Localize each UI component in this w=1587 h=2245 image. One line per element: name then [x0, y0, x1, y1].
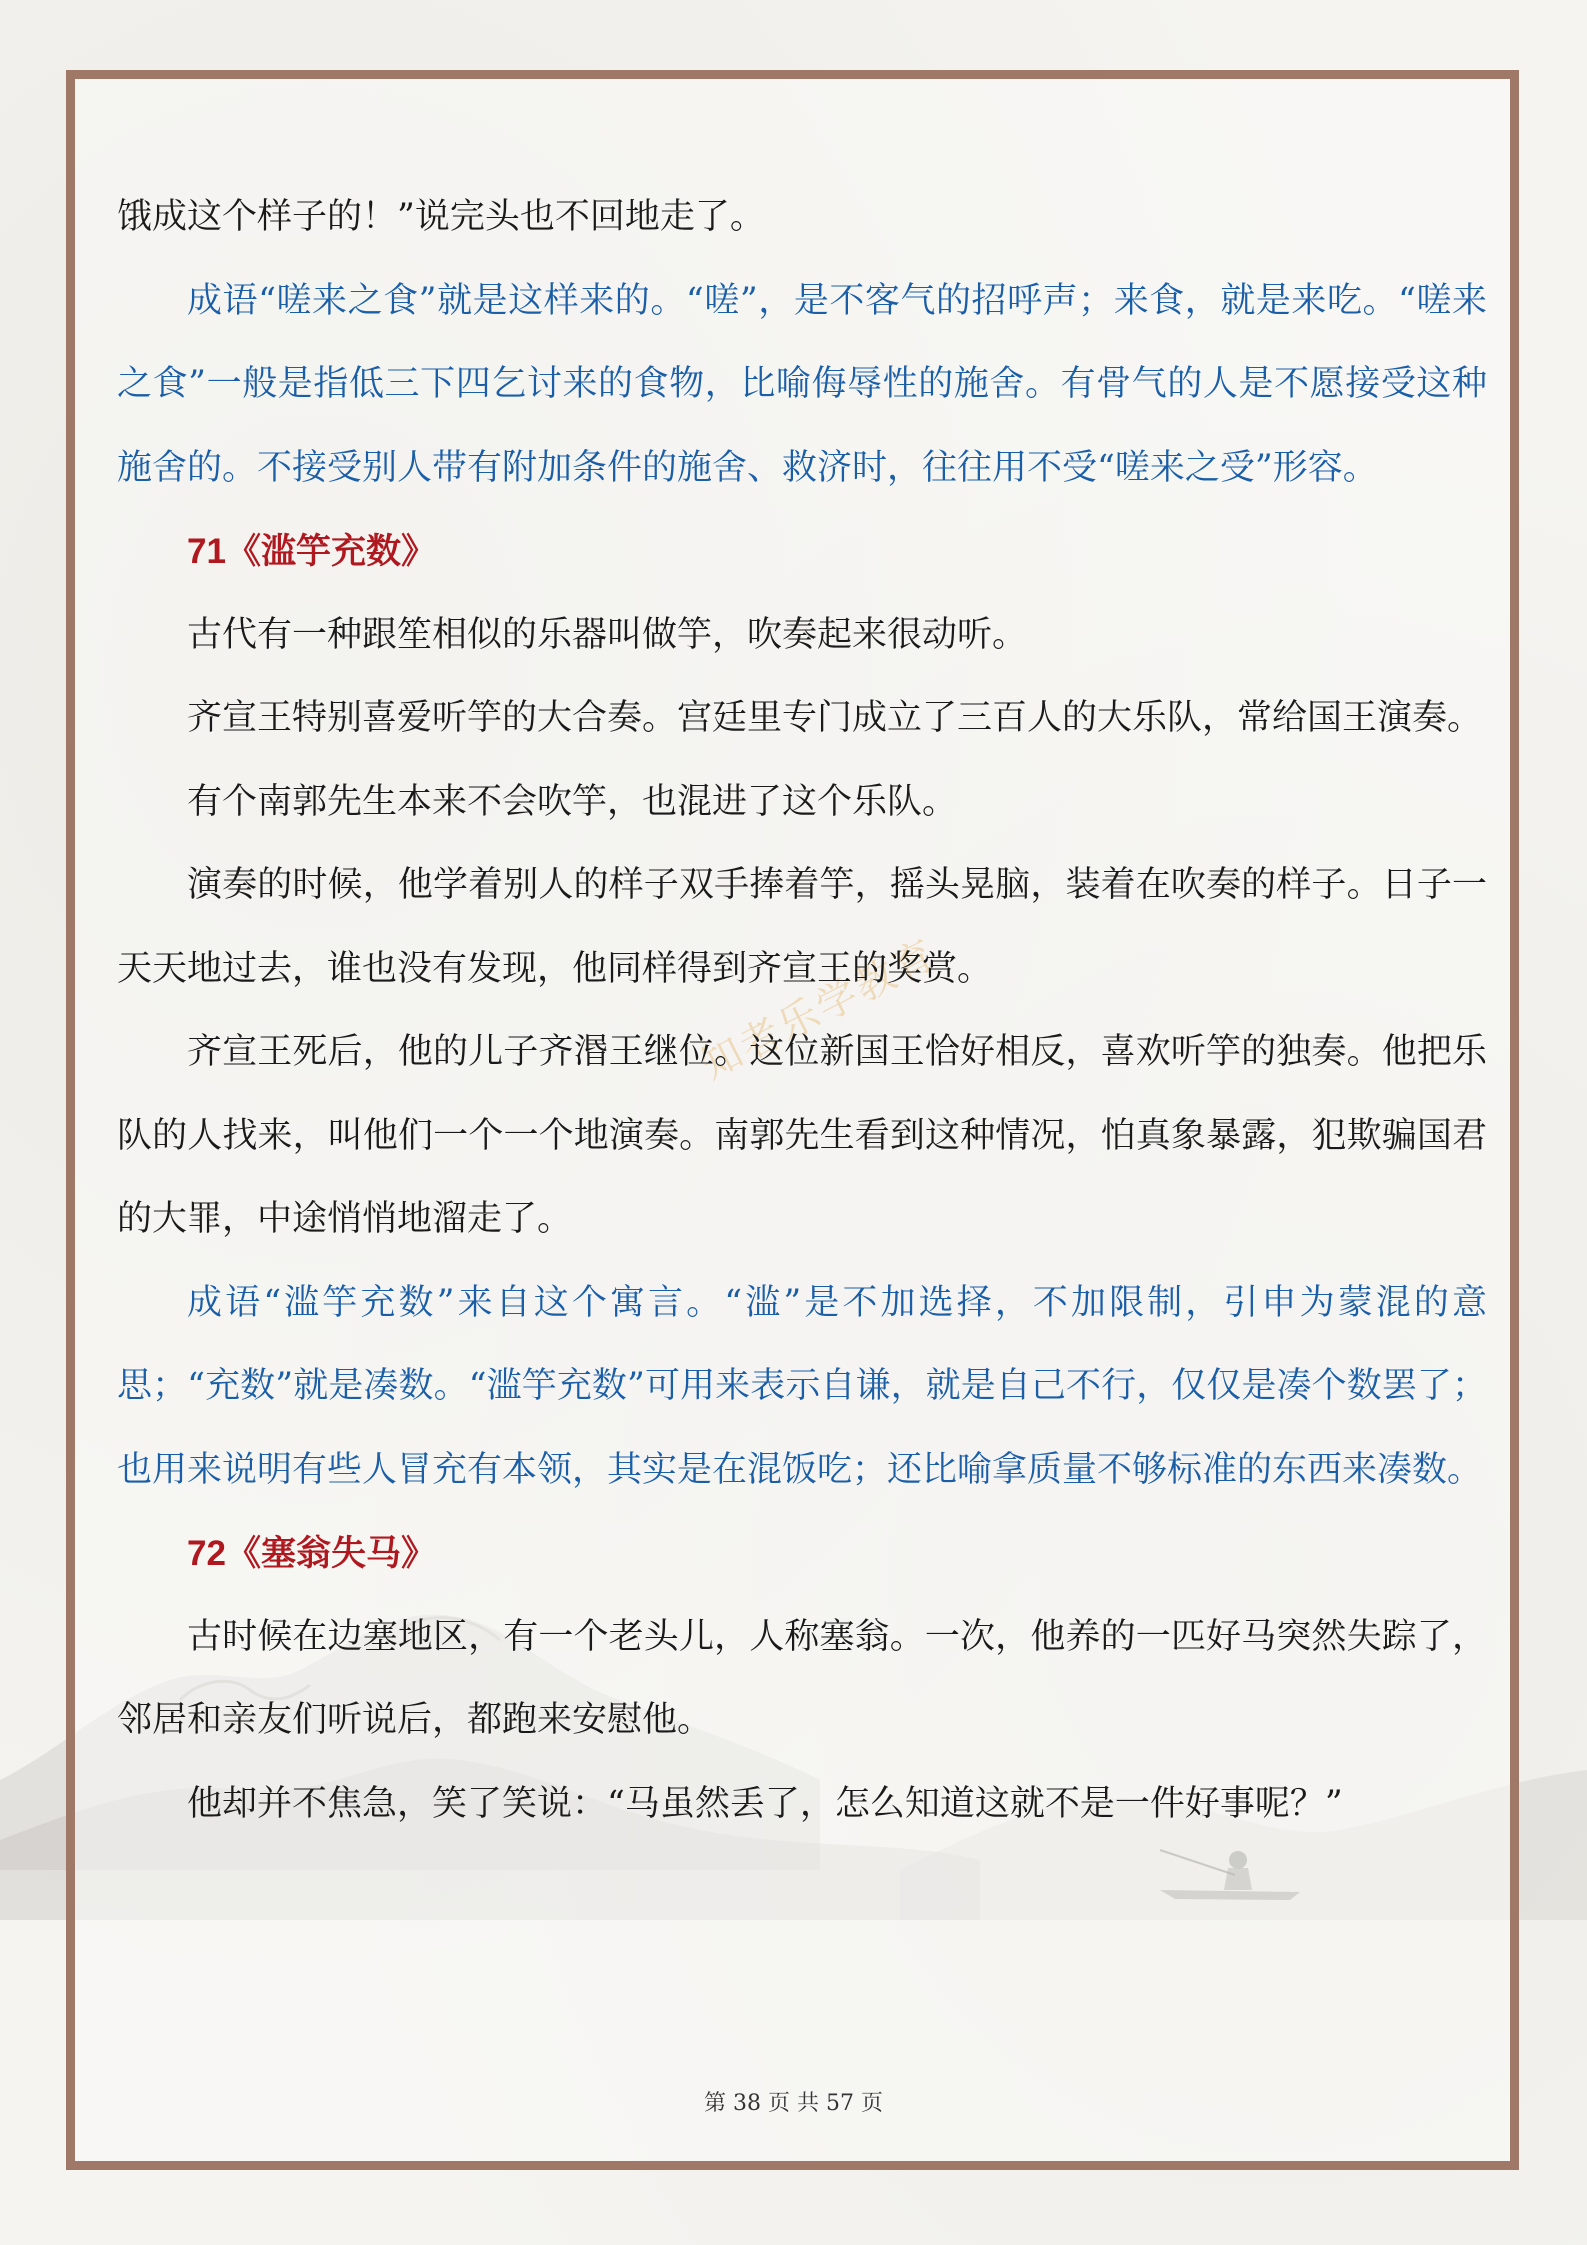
- paragraph: 饿成这个样子的！”说完头也不回地走了。: [117, 197, 765, 237]
- footer-middle: 页 共: [768, 2091, 819, 2116]
- document-body: [117, 176, 1487, 1846]
- section-heading-71: [117, 510, 1487, 594]
- section-heading-72: [117, 1512, 1487, 1596]
- heading-title: 《滥竽充数》: [225, 531, 436, 572]
- moral-paragraph: 成语“滥竽充数”来自这个寓言。“滥”是不加选择，不加限制，引申为蒙混的意思；“充数”就是凑数。“滥竽充数”可用来表示自谦，就是自己不行，仅仅是凑个数罢了；也用来说明有些人冒充有本领，其实是在混饭吃；还比喻拿质量不够标准的东西来凑数。: [117, 1282, 1487, 1490]
- paragraph: 齐宣王特别喜爱听竽的大合奏。宫廷里专门成立了三百人的大乐队，常给国王演奏。: [187, 698, 1483, 738]
- paragraph: 古时候在边塞地区，有一个老头儿，人称塞翁。一次，他养的一匹好马突然失踪了，邻居和亲友们听说后，都跑来安慰他。: [117, 1616, 1487, 1740]
- footer-prefix: 第: [703, 2091, 726, 2116]
- watermark: 知者乐学教育: [694, 930, 945, 1090]
- footer-suffix: 页: [861, 2091, 884, 2116]
- paragraph: 古代有一种跟笙相似的乐器叫做竽，吹奏起来很动听。: [187, 614, 1028, 655]
- page-footer: [0, 2086, 1587, 2117]
- paragraph: 他却并不焦急，笑了笑说：“马虽然丢了，怎么知道这就不是一件好事呢？”: [187, 1783, 1343, 1824]
- paragraph: 演奏的时候，他学着别人的样子双手捧着竽，摇头晃脑，装着在吹奏的样子。日子一天天地过去，谁也没有发现，他同样得到齐宣王的奖赏。: [117, 865, 1487, 989]
- paragraph: 齐宣王死后，他的儿子齐湣王继位。这位新国王恰好相反，喜欢听竽的独奏。他把乐队的人找来，叫他们一个一个地演奏。南郭先生看到这种情况，怕真象暴露，犯欺骗国君的大罪，中途悄悄地溜走了。: [117, 1032, 1487, 1239]
- heading-number: 72: [187, 1534, 226, 1573]
- current-page-number: 38: [733, 2091, 761, 2116]
- heading-number: 71: [187, 532, 226, 571]
- paragraph: 有个南郭先生本来不会吹竽，也混进了这个乐队。: [187, 781, 958, 822]
- moral-paragraph: 成语“嗟来之食”就是这样来的。“嗟”，是不客气的招呼声；来食，就是来吃。“嗟来之食”一般是指低三下四乞讨来的食物，比喻侮辱性的施舍。有骨气的人是不愿接受这种施舍的。不接受别人带有附加条件的施舍、救济时，往往用不受“嗟来之受”形容。: [117, 280, 1487, 488]
- total-pages: 57: [826, 2091, 854, 2116]
- heading-title: 《塞翁失马》: [225, 1533, 436, 1574]
